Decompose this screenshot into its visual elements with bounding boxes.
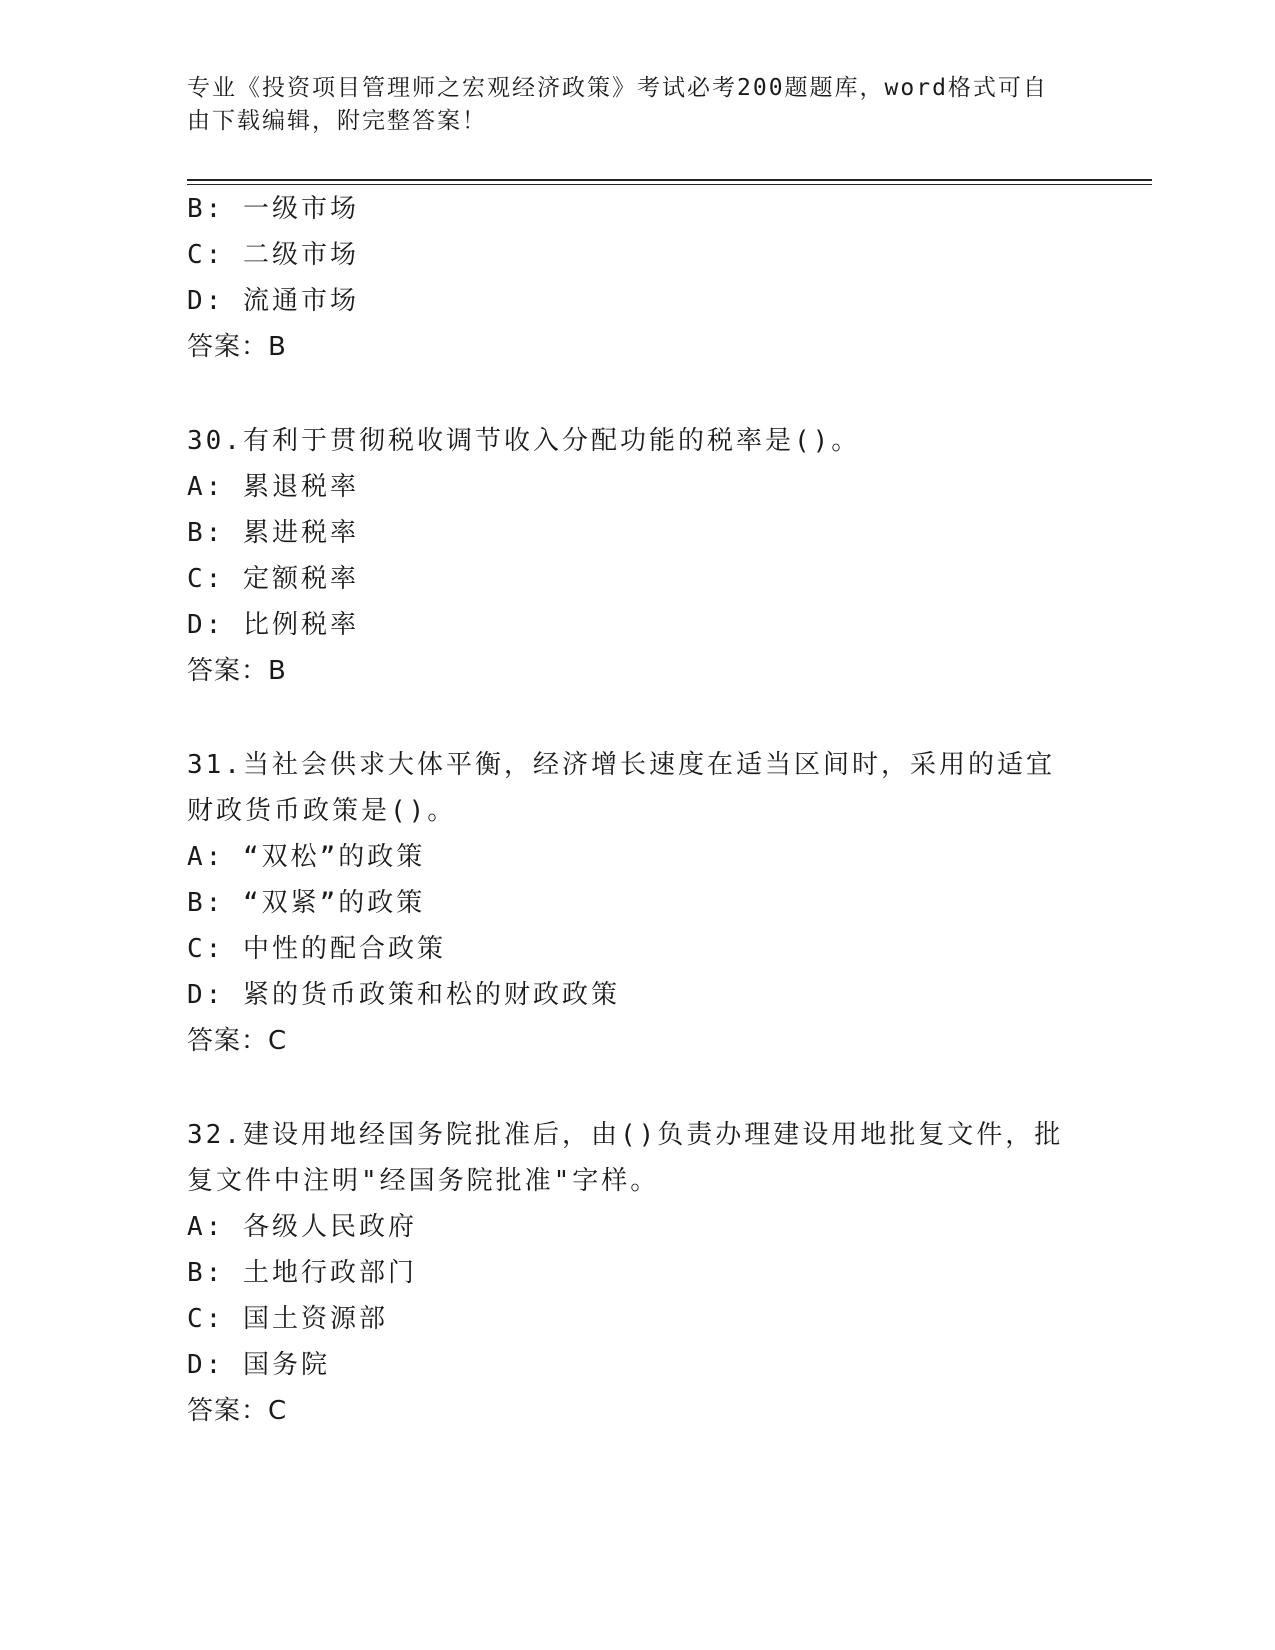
document-header (187, 72, 1067, 138)
document-body (187, 186, 1087, 1434)
answer-line: 答案：B (187, 332, 287, 362)
option-b: B: 累进税率 (187, 518, 359, 548)
option-a: A: 各级人民政府 (187, 1212, 417, 1242)
option-a: A: “双松”的政策 (187, 842, 426, 872)
question-31 (187, 742, 1087, 1064)
header-divider (187, 179, 1152, 185)
option-d: D: 比例税率 (187, 610, 359, 640)
option-c: C: 定额税率 (187, 564, 359, 594)
question-text: 31.当社会供求大体平衡，经济增长速度在适当区间时，采用的适宜财政货币政策是()。 (187, 750, 1055, 826)
option-a: A: 累退税率 (187, 472, 359, 502)
option-c: C: 中性的配合政策 (187, 934, 446, 964)
answer-line: 答案：C (187, 1026, 288, 1056)
question-32 (187, 1112, 1087, 1434)
question-text: 32.建设用地经国务院批准后，由()负责办理建设用地批复文件，批复文件中注明"经国务院批准"字样。 (187, 1120, 1064, 1196)
question-text: 30.有利于贯彻税收调节收入分配功能的税率是()。 (187, 426, 861, 456)
answer-line: 答案：C (187, 1396, 288, 1426)
option-d: D: 紧的货币政策和松的财政政策 (187, 980, 620, 1010)
option-b: B: 一级市场 (187, 194, 359, 224)
option-c: C: 二级市场 (187, 240, 359, 270)
option-c: C: 国土资源部 (187, 1304, 388, 1334)
option-b: B: 土地行政部门 (187, 1258, 417, 1288)
header-intro-text: 专业《投资项目管理师之宏观经济政策》考试必考200题题库，word格式可自由下载编辑，附完整答案！ (187, 75, 1048, 134)
option-d: D: 流通市场 (187, 286, 359, 316)
answer-line: 答案：B (187, 656, 287, 686)
question-30 (187, 418, 1087, 694)
option-d: D: 国务院 (187, 1350, 330, 1380)
option-b: B: “双紧”的政策 (187, 888, 426, 918)
continued-question-block (187, 186, 1087, 370)
